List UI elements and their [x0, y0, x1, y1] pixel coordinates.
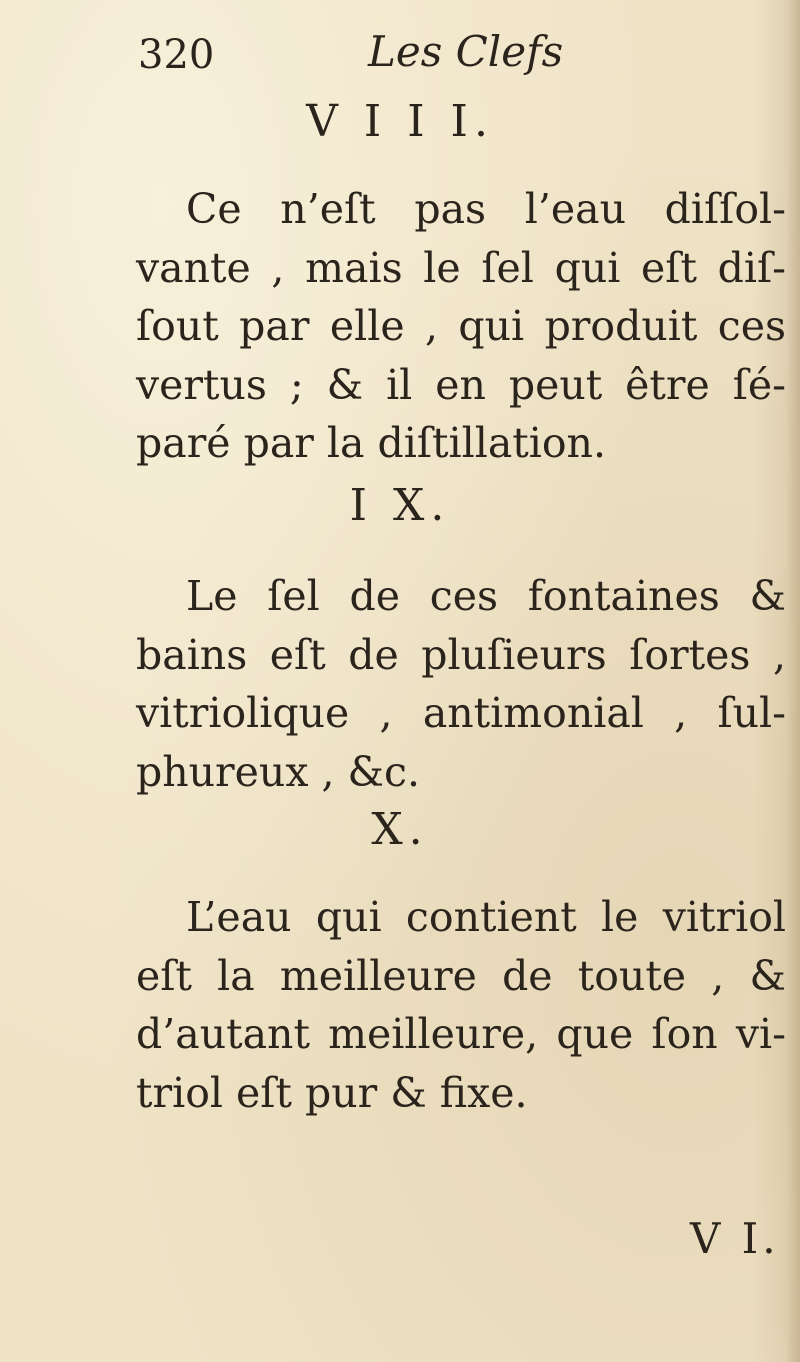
- text-line: d’autant meilleure, que ſon vi-: [136, 1010, 786, 1058]
- text-line: eſt la meilleure de toute , &: [136, 951, 786, 1000]
- section-heading-viii: V I I I.: [306, 96, 494, 147]
- text-line: phureux , &c.: [136, 747, 421, 796]
- section-heading-x: X.: [371, 804, 429, 855]
- catchword: V I.: [690, 1214, 780, 1263]
- text-line: L’eau qui contient le vitriol: [186, 893, 786, 941]
- text-line: vante , mais le ſel qui eſt diſ-: [136, 243, 786, 292]
- text-line: triol eſt pur & fixe.: [136, 1068, 528, 1117]
- text-line: Le ſel de ces fontaines &: [186, 572, 786, 620]
- page-header: [0, 22, 800, 82]
- running-title: Les Clefs: [368, 27, 564, 76]
- text-line: ſout par elle , qui produit ces: [136, 302, 786, 350]
- paragraph-ix: [136, 567, 786, 801]
- paragraph-viii: [136, 180, 786, 473]
- page-number: 320: [138, 32, 215, 78]
- paragraph-x: [136, 888, 786, 1122]
- page-edge-shadow: [786, 0, 800, 1362]
- text-line: Ce n’eſt pas l’eau diſſol-: [186, 185, 786, 233]
- text-line: bains eſt de pluſieurs ſortes ,: [136, 630, 786, 679]
- text-line: vitriolique , antimonial , ſul-: [136, 689, 786, 737]
- text-line: vertus ; & il en peut être ſé-: [136, 360, 786, 409]
- section-heading-ix: I X.: [349, 480, 451, 531]
- text-line: paré par la diſtillation.: [136, 419, 606, 467]
